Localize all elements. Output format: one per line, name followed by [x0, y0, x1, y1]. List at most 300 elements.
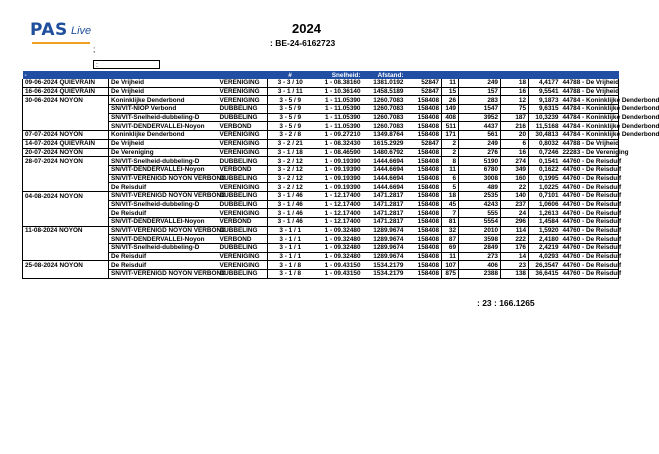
table-cell: 149 [442, 105, 459, 114]
table-cell: 18 [442, 191, 459, 200]
table-cell: 1 - 09.43150 [313, 270, 363, 279]
table-cell: 158408 [406, 105, 442, 114]
table-cell: 561 [459, 131, 501, 140]
table-cell: 2,4180 [529, 235, 561, 244]
table-cell: 1 - 09.32480 [313, 235, 363, 244]
table-cell: 1 - 12.17400 [313, 191, 363, 200]
table-cell: 1471.2817 [363, 209, 406, 218]
report-year: 2024 [292, 21, 321, 36]
total-summary: : 23 : 166.1265 [477, 298, 535, 308]
results-table [22, 71, 659, 279]
table-cell: 489 [459, 183, 501, 192]
table-cell: 87 [442, 235, 459, 244]
table-cell: 3 - 1 / 11 [268, 87, 313, 96]
table-cell: 23 [501, 261, 529, 270]
table-cell: 09-06-2024 QUIEVRAIN [23, 79, 109, 87]
table-cell: 75 [501, 105, 529, 114]
table-cell: 18 [501, 79, 529, 87]
table-cell: 2 [442, 148, 459, 157]
table-cell: DUBBELING [218, 174, 268, 183]
table-row [23, 252, 619, 261]
table-cell: 274 [501, 157, 529, 166]
table-cell: 44760 - De Reisduif [562, 261, 622, 269]
table-cell: 1289.9674 [363, 244, 406, 253]
table-cell: 11 [442, 165, 459, 174]
table-cell: 3952 [459, 113, 501, 122]
table-cell: 249 [459, 79, 501, 87]
table-cell: De Vrijheid [109, 87, 218, 96]
table-cell: 1444.6694 [363, 183, 406, 192]
table-cell: 158408 [406, 235, 442, 244]
table-cell: 3 - 1 / 46 [268, 200, 313, 209]
table-cell: 0,1541 [529, 157, 561, 166]
header-cell [109, 71, 218, 79]
table-cell: 11,5168 [529, 122, 561, 131]
table-cell [23, 122, 109, 131]
table-cell: 44760 - De Reisduif [562, 235, 622, 243]
table-cell: 0,8032 [529, 139, 561, 148]
table-cell: 28-07-2024 NOYON [23, 157, 109, 166]
table-cell: 158408 [406, 113, 442, 122]
table-cell: 1 - 09.19390 [313, 183, 363, 192]
table-cell: 1,2613 [529, 209, 561, 218]
table-cell: 3 - 1 / 8 [268, 270, 313, 279]
table-cell: 4,0293 [529, 252, 561, 261]
table-cell: 44760 - De Reisduif [562, 200, 622, 208]
table-cell: De Vrijheid [109, 139, 218, 148]
table-cell: 1 - 09.19390 [313, 157, 363, 166]
table-cell: 44784 - Koninklijke Denderbond [562, 96, 659, 104]
table-cell: VERENIGING [218, 87, 268, 96]
table-cell: 4243 [459, 200, 501, 209]
table-row [23, 226, 619, 235]
table-cell: 1 - 12.17400 [313, 218, 363, 227]
table-cell: 11 [442, 79, 459, 87]
table-header-row [23, 71, 619, 79]
table-cell: 1 - 08.46590 [313, 148, 363, 157]
table-cell: 4437 [459, 122, 501, 131]
table-cell: 222 [501, 235, 529, 244]
table-cell: 1444.6694 [363, 165, 406, 174]
table-cell: 158408 [406, 252, 442, 261]
table-cell: 3 - 1 / 8 [268, 261, 313, 270]
table-cell: 349 [501, 165, 529, 174]
header-cell [459, 71, 501, 79]
header-cell [218, 71, 268, 79]
table-row [23, 131, 619, 140]
table-cell: 52847 [406, 87, 442, 96]
table-cell: 25-08-2024 NOYON [23, 261, 109, 270]
table-cell: 6780 [459, 165, 501, 174]
table-cell: 20 [501, 131, 529, 140]
table-cell: 875 [442, 270, 459, 279]
table-cell: 0,1622 [529, 165, 561, 174]
header-cell: Snelheid: [313, 71, 363, 79]
table-cell: 9,1873 [529, 96, 561, 105]
table-cell: VERENIGING [218, 96, 268, 105]
table-cell: 2 [442, 139, 459, 148]
table-cell: 12 [501, 96, 529, 105]
table-cell: SN/VIT-DENDERVALLEI-Noyon [109, 235, 218, 244]
table-cell: 1 - 09.43150 [313, 261, 363, 270]
table-cell: 2535 [459, 191, 501, 200]
table-row [23, 270, 619, 279]
table-cell: 1260.7083 [363, 122, 406, 131]
table-cell: 44760 - De Reisduif [562, 174, 622, 182]
table-cell: 44784 - Koninklijke Denderbond [562, 105, 659, 113]
table-cell: 276 [459, 148, 501, 157]
table-cell: SN/VIT-DENDERVALLEI-Noyon [109, 165, 218, 174]
table-row [23, 113, 619, 122]
table-cell: 1458.5189 [363, 87, 406, 96]
table-cell: 5190 [459, 157, 501, 166]
table-cell: 2849 [459, 244, 501, 253]
table-cell: 158408 [406, 148, 442, 157]
table-cell: 1 - 09.32480 [313, 244, 363, 253]
table-cell: 406 [459, 261, 501, 270]
table-cell: 5554 [459, 218, 501, 227]
table-cell: 11 [442, 252, 459, 261]
table-cell: 1 - 09.32480 [313, 252, 363, 261]
table-row [23, 79, 619, 87]
table-cell: 81 [442, 218, 459, 227]
table-cell: 158408 [406, 226, 442, 235]
table-cell: 158408 [406, 261, 442, 270]
pas-live-logo [30, 20, 102, 40]
table-cell: 9,6315 [529, 105, 561, 114]
table-cell: 44760 - De Reisduif [562, 218, 622, 226]
table-cell: 1 - 12.17400 [313, 200, 363, 209]
table-cell: 1 - 11.05390 [313, 113, 363, 122]
table-cell: SN/VIT-DENDERVALLEI-Noyon [109, 122, 218, 131]
table-row [23, 218, 619, 227]
table-cell: 1,0225 [529, 183, 561, 192]
table-cell: 2010 [459, 226, 501, 235]
table-cell: 1 - 09.19390 [313, 165, 363, 174]
table-cell: 44760 - De Reisduif [562, 253, 622, 261]
table-cell: 3008 [459, 174, 501, 183]
table-cell: SN/VIT-NIOP Verbond [109, 105, 218, 114]
table-cell: DUBBELING [218, 270, 268, 279]
table-cell: 4,4177 [529, 79, 561, 87]
table-cell: 1 - 09.19390 [313, 174, 363, 183]
table-cell: 20-07-2024 NOYON [23, 148, 109, 157]
logo-text: PAS [30, 20, 68, 40]
table-cell: 14 [501, 252, 529, 261]
table-cell: 1289.9674 [363, 252, 406, 261]
table-cell: VERENIGING [218, 131, 268, 140]
table-cell: 107 [442, 261, 459, 270]
table-cell: 1381.0192 [363, 79, 406, 87]
table-cell: VERBOND [218, 218, 268, 227]
table-cell: SN/VIT-VERENIGD NOYON VERBOND [109, 270, 218, 279]
table-cell [23, 174, 109, 183]
table-row [23, 200, 619, 209]
table-cell: VERENIGING [218, 139, 268, 148]
table-cell: 158408 [406, 157, 442, 166]
table-cell: De Reisduif [109, 183, 218, 192]
table-cell: 283 [459, 96, 501, 105]
header-cell [406, 71, 442, 79]
table-row [23, 209, 619, 218]
table-cell [23, 165, 109, 174]
table-cell: 1260.7083 [363, 96, 406, 105]
table-cell: 273 [459, 252, 501, 261]
table-cell: 16 [501, 87, 529, 96]
table-cell: 3 - 5 / 9 [268, 113, 313, 122]
table-cell: 2388 [459, 270, 501, 279]
table-cell [23, 218, 109, 227]
table-cell [23, 183, 109, 192]
table-cell: VERBOND [218, 235, 268, 244]
table-cell [23, 235, 109, 244]
table-cell: 1471.2817 [363, 200, 406, 209]
table-cell: 04-08-2024 NOYON [23, 191, 109, 200]
table-row [23, 96, 619, 105]
table-cell: 1 - 11.05390 [313, 105, 363, 114]
table-cell: 26,3547 [529, 261, 561, 270]
table-cell: 24 [501, 209, 529, 218]
table-cell: 44760 - De Reisduif [562, 183, 622, 191]
table-cell: 3 - 2 / 12 [268, 157, 313, 166]
table-cell: 1480.6792 [363, 148, 406, 157]
table-cell: 158408 [406, 174, 442, 183]
separator-text: ; [93, 45, 96, 54]
table-cell [23, 270, 109, 279]
table-row [23, 261, 619, 270]
table-cell: VERENIGING [218, 209, 268, 218]
logo-underline [32, 42, 90, 44]
table-row [23, 122, 619, 131]
table-cell: 3 - 1 / 18 [268, 148, 313, 157]
table-cell: 5 [442, 183, 459, 192]
table-cell: 296 [501, 218, 529, 227]
table-cell: 1 - 08.38160 [313, 79, 363, 87]
table-cell: 1534.2179 [363, 261, 406, 270]
table-cell: 6 [442, 174, 459, 183]
table-cell: 0,7246 [529, 148, 561, 157]
table-cell: 1471.2817 [363, 191, 406, 200]
table-cell: 0,7101 [529, 191, 561, 200]
table-row [23, 244, 619, 253]
table-cell: SN/VIT-VERENIGD NOYON VERBOND [109, 174, 218, 183]
table-cell: 3 - 3 / 10 [268, 79, 313, 87]
table-cell: 44760 - De Reisduif [562, 157, 622, 165]
table-cell: 158408 [406, 165, 442, 174]
table-cell: 11-08-2024 NOYON [23, 226, 109, 235]
table-cell: 0,1995 [529, 174, 561, 183]
table-cell: 30-06-2024 NOYON [23, 96, 109, 105]
table-cell: 44760 - De Reisduif [562, 227, 622, 235]
table-cell: 22283 - De Vereniging [562, 148, 629, 156]
table-cell: DUBBELING [218, 113, 268, 122]
table-cell: 07-07-2024 NOYON [23, 131, 109, 140]
table-cell: 216 [501, 122, 529, 131]
table-cell: 15 [442, 87, 459, 96]
table-cell: 555 [459, 209, 501, 218]
header-cell [501, 71, 529, 79]
table-cell: 160 [501, 174, 529, 183]
table-cell: 2,4219 [529, 244, 561, 253]
table-cell: 3 - 5 / 9 [268, 122, 313, 131]
table-row [23, 183, 619, 192]
table-cell: 187 [501, 113, 529, 122]
table-cell: 45 [442, 200, 459, 209]
table-cell: 3 - 1 / 46 [268, 191, 313, 200]
table-cell: 3 - 1 / 1 [268, 244, 313, 253]
table-cell: 138 [501, 270, 529, 279]
table-cell: 69 [442, 244, 459, 253]
table-cell: 171 [442, 131, 459, 140]
table-cell: 6 [501, 139, 529, 148]
table-cell: SN/VIT-Snelheid-dubbeling-D [109, 157, 218, 166]
table-cell: 44760 - De Reisduif [562, 192, 622, 200]
table-cell: 44788 - De Vrijheid [562, 79, 619, 87]
table-cell: 44760 - De Reisduif [562, 270, 622, 278]
table-cell: DUBBELING [218, 105, 268, 114]
table-cell: 3 - 1 / 46 [268, 209, 313, 218]
table-cell: 158408 [406, 244, 442, 253]
table-cell: 1 - 09.27210 [313, 131, 363, 140]
table-cell: 3 - 5 / 9 [268, 105, 313, 114]
table-cell: VERBOND [218, 122, 268, 131]
table-cell: 32 [442, 226, 459, 235]
table-cell [23, 252, 109, 261]
table-cell: 3 - 2 / 21 [268, 139, 313, 148]
header-cell: Afstand: [363, 71, 406, 79]
table-cell: 158408 [406, 122, 442, 131]
table-body [23, 79, 659, 278]
table-cell: 44784 - Koninklijke Denderbond [562, 114, 659, 122]
table-cell: De Reisduif [109, 261, 218, 270]
ring-number: : BE-24-6162723 [270, 38, 336, 48]
table-cell: 36,6415 [529, 270, 561, 279]
table-row [23, 157, 619, 166]
table-cell: 3 - 1 / 1 [268, 235, 313, 244]
table-cell: VERBOND [218, 165, 268, 174]
table-cell: 158408 [406, 191, 442, 200]
table-cell: VERENIGING [218, 183, 268, 192]
table-cell: 176 [501, 244, 529, 253]
table-cell: 1349.8764 [363, 131, 406, 140]
table-cell: 44784 - Koninklijke Denderbond [562, 122, 659, 130]
table-cell: 140 [501, 191, 529, 200]
table-row [23, 191, 619, 200]
table-cell: 16 [501, 148, 529, 157]
table-cell: SN/VIT-Snelheid-dubbeling-D [109, 244, 218, 253]
logo-subtext: Live [71, 25, 92, 37]
table-cell: 44760 - De Reisduif [562, 244, 622, 252]
table-cell: 1444.6694 [363, 174, 406, 183]
table-cell: 158408 [406, 131, 442, 140]
header-cell: # [268, 71, 313, 79]
table-cell: SN/VIT-Snelheid-dubbeling-D [109, 200, 218, 209]
table-cell: 3 - 2 / 8 [268, 131, 313, 140]
table-cell: 511 [442, 122, 459, 131]
table-row [23, 139, 619, 148]
header-cell [442, 71, 459, 79]
table-cell: 52847 [406, 79, 442, 87]
table-cell: 22 [501, 183, 529, 192]
table-cell: 44784 - Koninklijke Denderbond [562, 131, 659, 139]
table-row [23, 165, 619, 174]
table-cell: 3 - 1 / 1 [268, 226, 313, 235]
table-cell: 44788 - De Vrijheid [562, 140, 619, 148]
header-cell [561, 71, 619, 79]
table-cell: DUBBELING [218, 191, 268, 200]
table-cell: 249 [459, 139, 501, 148]
table-cell: 158408 [406, 270, 442, 279]
table-cell: 158408 [406, 218, 442, 227]
table-row [23, 235, 619, 244]
table-cell: 1260.7083 [363, 113, 406, 122]
table-cell [23, 200, 109, 209]
table-cell: 1,0606 [529, 200, 561, 209]
table-cell: 1289.9674 [363, 226, 406, 235]
table-cell: DUBBELING [218, 244, 268, 253]
table-cell: De Vrijheid [109, 79, 218, 87]
table-cell: SN/VIT-DENDERVALLEI-Noyon [109, 218, 218, 227]
table-cell [23, 113, 109, 122]
table-cell: 52847 [406, 139, 442, 148]
table-cell: 1534.2179 [363, 270, 406, 279]
table-cell: 10,3239 [529, 113, 561, 122]
table-cell: 44760 - De Reisduif [562, 166, 622, 174]
table-row [23, 174, 619, 183]
table-cell: De Reisduif [109, 252, 218, 261]
table-cell: 26 [442, 96, 459, 105]
table-cell: 3 - 2 / 12 [268, 174, 313, 183]
table-cell: 1 - 09.32480 [313, 226, 363, 235]
table-cell: SN/VIT-Snelheid-dubbeling-D [109, 113, 218, 122]
table-cell: 157 [459, 87, 501, 96]
table-cell: 1 - 11.05390 [313, 96, 363, 105]
table-cell: 1,5920 [529, 226, 561, 235]
table-cell: 16-06-2024 QUIEVRAIN [23, 87, 109, 96]
table-cell: SN/VIT-VERENIGD NOYON VERBOND [109, 191, 218, 200]
table-cell: Koninklijke Denderbond [109, 131, 218, 140]
table-cell: 158408 [406, 96, 442, 105]
table-cell: 8 [442, 157, 459, 166]
table-cell: 1 - 11.05390 [313, 122, 363, 131]
header-cell [529, 71, 561, 79]
table-cell [23, 105, 109, 114]
table-cell: Koninklijke Denderbond [109, 96, 218, 105]
table-cell: 158408 [406, 209, 442, 218]
table-cell: 1615.2929 [363, 139, 406, 148]
table-cell: 1260.7083 [363, 105, 406, 114]
table-cell: 158408 [406, 183, 442, 192]
table-cell: 30,4813 [529, 131, 561, 140]
table-cell: 1471.2817 [363, 218, 406, 227]
table-cell: De Vereniging [109, 148, 218, 157]
table-cell: VERENIGING [218, 261, 268, 270]
table-cell: DUBBELING [218, 200, 268, 209]
table-cell: 237 [501, 200, 529, 209]
table-row [23, 105, 619, 114]
table-cell: VERENIGING [218, 252, 268, 261]
table-cell: DUBBELING [218, 157, 268, 166]
table-cell: 44788 - De Vrijheid [562, 88, 619, 96]
table-cell: 3 - 5 / 9 [268, 96, 313, 105]
table-cell: 1 - 08.32430 [313, 139, 363, 148]
table-cell: DUBBELING [218, 226, 268, 235]
table-cell: 9,5541 [529, 87, 561, 96]
table-cell: 14-07-2024 QUIEVRAIN [23, 139, 109, 148]
table-cell: VERENIGING [218, 79, 268, 87]
filter-input[interactable]: : [93, 60, 160, 69]
table-cell [23, 209, 109, 218]
